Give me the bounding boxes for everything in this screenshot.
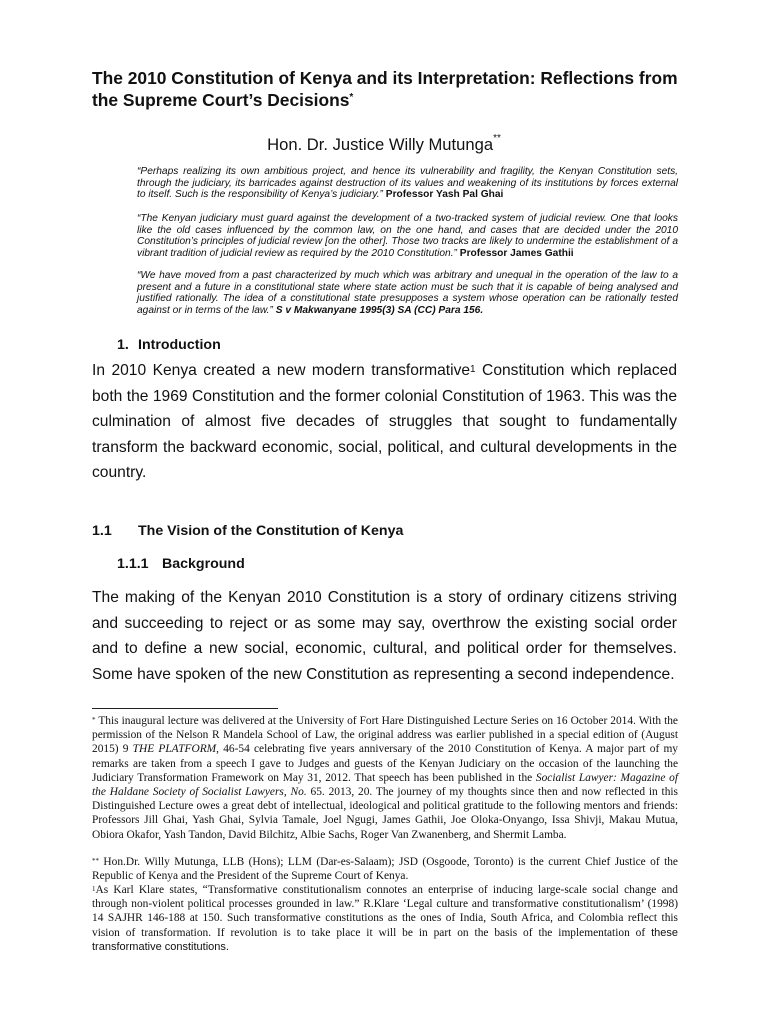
- section-heading-vision: 1.1 The Vision of the Constitution of Kenya: [92, 523, 404, 539]
- footnote-1: $^1$As Karl Klare states, “Transformative constitutionalism connotes an enterprise of inducing large-scale social change and through non-violent political processes grounded in law.” R.Klare ‘Legal culture and transformative constitutionalism’ (1998) 14 SAJHR 146-188 at 150. Such transformative constitutions as the ones of India, South Africa, and Colombia reflect this vision of transformation. If revolution is to take place it will be in part on the basis of the implementation of these transformative constitutions.: [92, 884, 678, 953]
- epigraph-source: Professor James Gathii: [459, 247, 574, 259]
- background-paragraph: The making of the Kenyan 2010 Constitution is a story of ordinary citizens striving and succeeding to reject or as some may say, overthrow the existing social order and to define a new social, economic, cultural, and political order for themselves. Some have spoken of the new Constitution as representing a second independence.: [92, 589, 677, 683]
- footnote-star: * This inaugural lecture was delivered at the University of Fort Hare Distinguished Lecture Series on 16 October 2014. With the permission of the Nelson R Mandela School of Law, the original address was earlier published in a special edition of (August 2015) 9 THE PLATFORM, 46-54 celebrating five years anniversary of the 2010 Constitution of Kenya. A major part of my remarks are taken from a speech I gave to Judges and guests of the Kenyan Judiciary on the occasion of the launching the Judiciary Transformation Framework on May 31, 2012. That speech has been published in the Socialist Lawyer: Magazine of the Haldane Society of Socialist Lawyers, No. 65. 2013, 20. The journey of my thoughts since then and now reflected in this Distinguished Lecture owes a great debt of intellectual, ideological and political gratitude to the following mentors and friends: Professors Jill Ghai, Yash Ghai, Sylvia Tamale, Joel Ngugi, James Gathii, Joe Oloka-Onyango, Issa Shivji, Makau Mutua, Obiora Okafor, Yash Tandon, David Bilchitz, Albie Sachs, Roger Van Zwanenberg, and Shermit Lamba.: [92, 715, 678, 841]
- title-footnote-mark: *: [349, 92, 354, 103]
- footnote-double-star: ** Hon.Dr. Willy Mutunga, LLB (Hons); LLM (Dar-es-Salaam); JSD (Osgoode, Toronto) is the current Chief Justice of the Republic of Kenya and the President of the Supreme Court of Kenya.: [92, 856, 678, 883]
- section-heading-introduction: 1. Introduction: [117, 337, 221, 353]
- epigraph-gathii: “The Kenyan judiciary must guard against the development of a two-tracked system of judicial review. One that looks like the old cases influenced by the common law, on the one hand, and cases that are decided under the 2010 Constitution’s principles of judicial review [on the other]. Those two tracks are likely to undermine the establishment of a vibrant tradition of judicial review as required by the 2010 Constitution.” Professor James Gathii: [137, 213, 678, 259]
- epigraph-makwanyane: “We have moved from a past characterized by much which was arbitrary and unequal in the operation of the law to a present and a future in a constitutional state where state action must be such that it is capable of being analysed and justified rationally. The idea of a constitutional state presupposes a system whose operation can be rationally tested against or in terms of the law.” S v Makwanyane 1995(3) SA (CC) Para 156.: [137, 270, 678, 316]
- epigraph-ghai: “Perhaps realizing its own ambitious project, and hence its vulnerability and fragility, the Kenyan Constitution sets, through the judiciary, its barricades against destruction of its values and weakening of its institutions by forces external to itself. Such is the responsibility of Kenya’s judiciary.” Professor Yash Pal Ghai: [137, 166, 678, 201]
- paper-title: The 2010 Constitution of Kenya and its Interpretation: Reflections from the Supreme Court’s Decisions*: [92, 68, 678, 110]
- epigraph-source: Professor Yash Pal Ghai: [385, 189, 504, 201]
- section-heading-background: 1.1.1 Background: [117, 556, 245, 572]
- introduction-paragraph: In 2010 Kenya created a new modern transformative$^1$ Constitution which replaced both the 1969 Constitution and the former colonial Constitution of 1963. This was the culmination of almost five decades of struggles that sought to fundamentally transform the backward economic, social, political, and cultural developments in the country.: [92, 362, 677, 482]
- footnote-separator: [92, 708, 278, 709]
- author-name: Hon. Dr. Justice Willy Mutunga**: [267, 133, 501, 154]
- epigraph-source: S v Makwanyane 1995(3) SA (CC) Para 156.: [275, 304, 484, 316]
- author-footnote-mark: **: [493, 133, 501, 144]
- footnote-ref-1: 1: [470, 364, 476, 375]
